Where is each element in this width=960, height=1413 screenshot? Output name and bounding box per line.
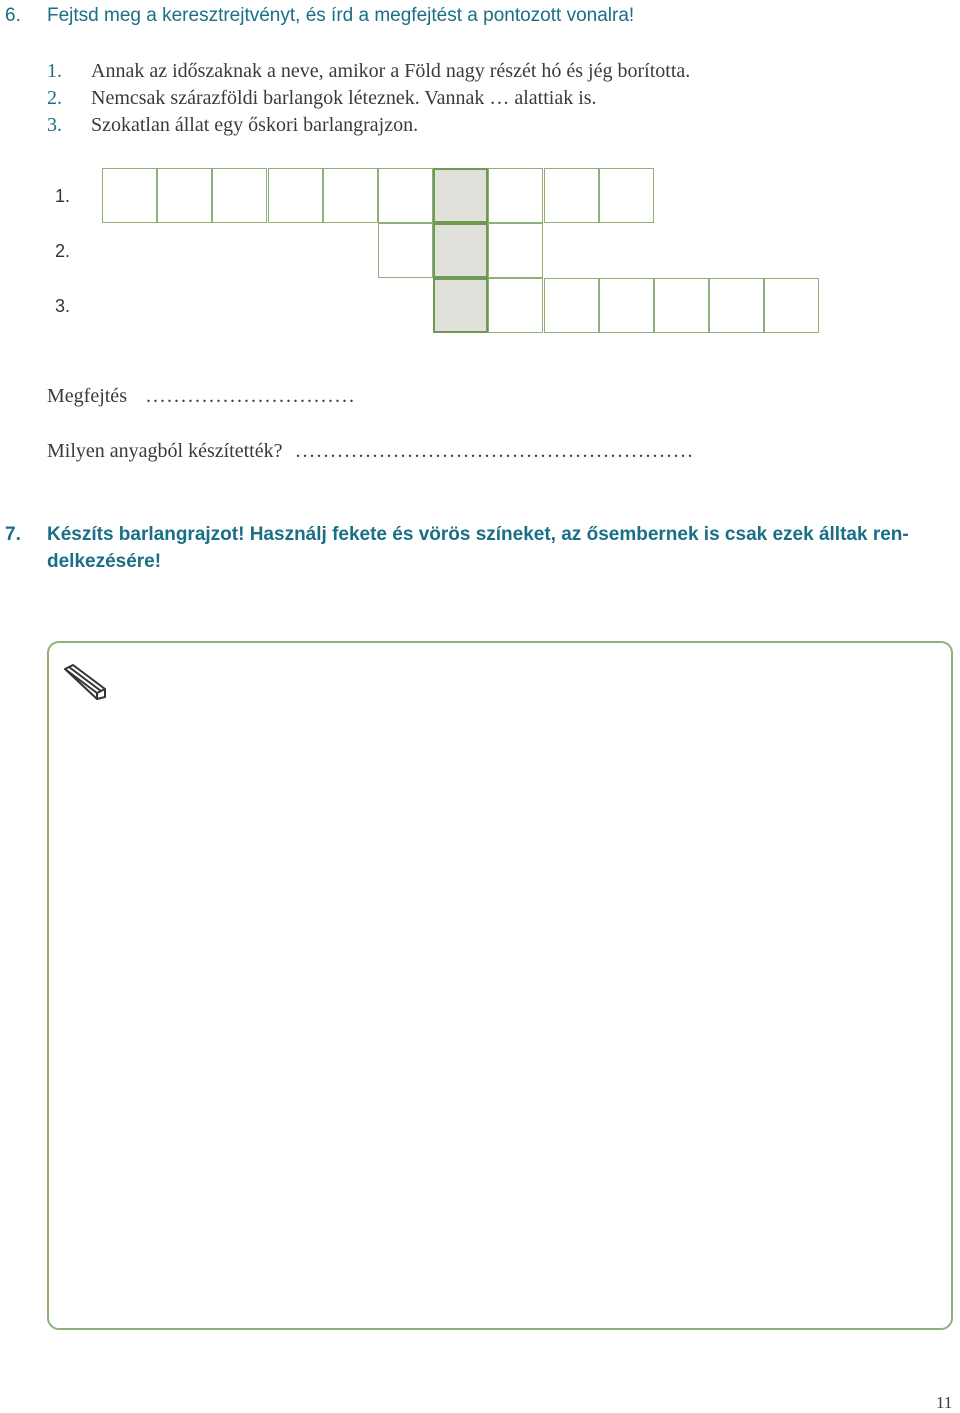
clue-number: 1. bbox=[47, 60, 62, 82]
row-label-3: 3. bbox=[55, 296, 71, 316]
row-label-1: 1. bbox=[55, 186, 71, 206]
clue-text: Annak az időszaknak a neve, amikor a Föld nagy részét hó és jég borította. bbox=[91, 60, 691, 82]
question-line bbox=[47, 440, 694, 463]
solution-label: Megfejtés bbox=[47, 385, 127, 407]
page-number: 11 bbox=[936, 1393, 953, 1412]
row-label-2: 2. bbox=[55, 241, 71, 261]
crossword-cell[interactable] bbox=[599, 278, 654, 333]
crossword-cell[interactable] bbox=[268, 168, 323, 223]
crossword-solution-cell[interactable] bbox=[433, 168, 488, 223]
crossword-cell[interactable] bbox=[599, 168, 654, 223]
clue-text: Nemcsak szárazföldi barlangok léteznek. Vannak … alattiak is. bbox=[91, 87, 597, 109]
clue-text: Szokatlan állat egy őskori barlangrajzon. bbox=[91, 114, 419, 136]
task-6-number: 6. bbox=[5, 5, 21, 26]
task-7-instruction: Készíts barlangrajzot! Használj fekete és vörös színeket, az ősembernek is csak ezek álltak ren-delkezésére! bbox=[47, 524, 909, 572]
question-answer-field[interactable]: ......................................................... bbox=[295, 440, 695, 462]
crossword-cell[interactable] bbox=[654, 278, 709, 333]
crossword-cell[interactable] bbox=[102, 168, 157, 223]
drawing-area[interactable] bbox=[47, 641, 953, 1330]
task-7-number: 7. bbox=[5, 524, 21, 545]
crossword-cell[interactable] bbox=[709, 278, 764, 333]
solution-answer-field[interactable]: .............................. bbox=[145, 385, 356, 407]
crossword-solution-cell[interactable] bbox=[433, 223, 488, 278]
crossword-cell[interactable] bbox=[544, 278, 599, 333]
clue-number: 2. bbox=[47, 87, 62, 109]
crossword-cell[interactable] bbox=[488, 168, 543, 223]
crossword-cell[interactable] bbox=[544, 168, 599, 223]
crossword-cell[interactable] bbox=[378, 168, 433, 223]
solution-line bbox=[47, 385, 356, 408]
task-6-instruction: Fejtsd meg a keresztrejtvényt, és írd a megfejtést a pontozott vonalra! bbox=[47, 5, 635, 26]
crossword-cell[interactable] bbox=[157, 168, 212, 223]
pencil-icon bbox=[61, 663, 109, 703]
crossword-cell[interactable] bbox=[488, 223, 543, 278]
crossword-cell[interactable] bbox=[323, 168, 378, 223]
crossword-cell[interactable] bbox=[764, 278, 819, 333]
question-label: Milyen anyagból készítették? bbox=[47, 440, 283, 462]
crossword-cell[interactable] bbox=[378, 223, 433, 278]
crossword-cell[interactable] bbox=[488, 278, 543, 333]
clue-number: 3. bbox=[47, 114, 62, 136]
crossword-solution-cell[interactable] bbox=[433, 278, 488, 333]
crossword-cell[interactable] bbox=[212, 168, 267, 223]
